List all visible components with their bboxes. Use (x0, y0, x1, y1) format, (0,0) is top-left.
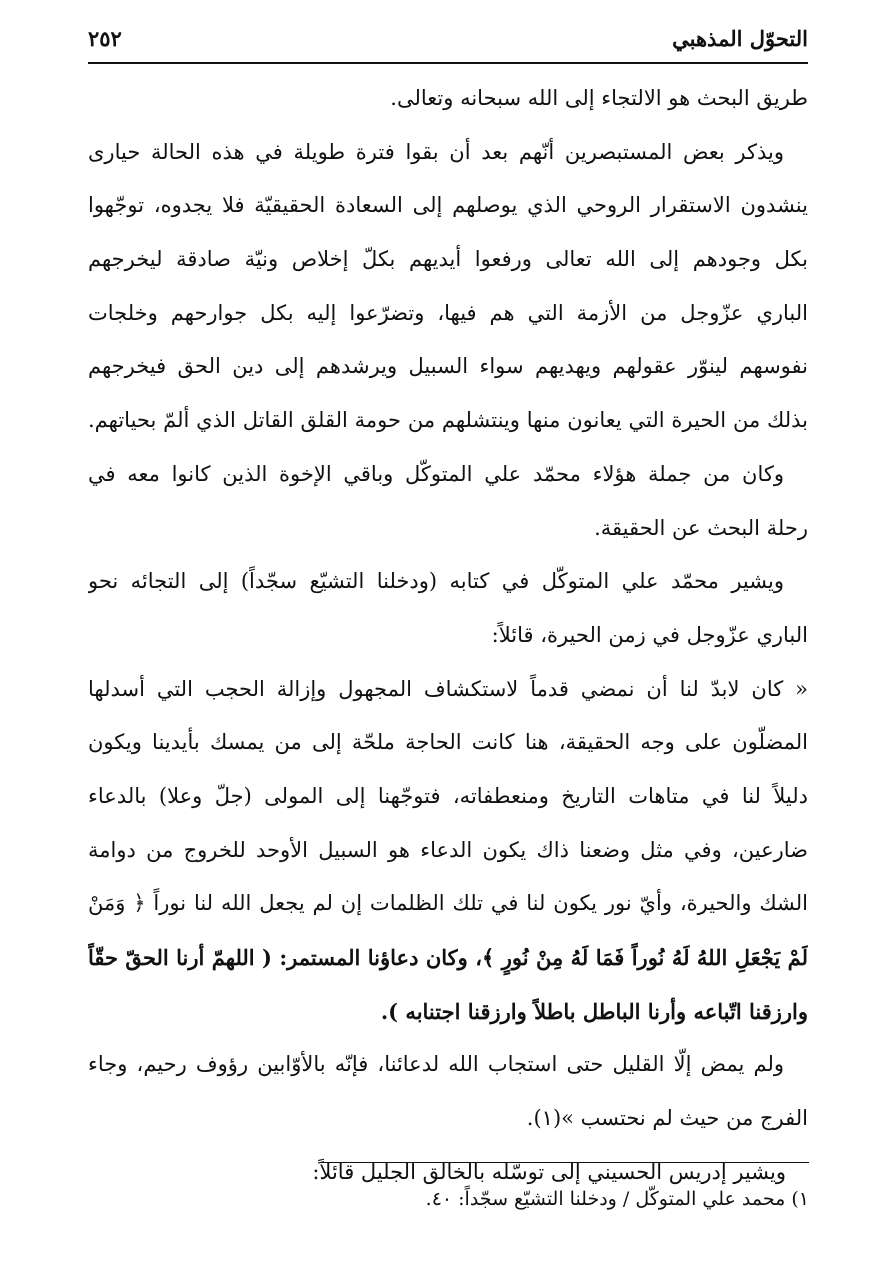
body-text (88, 72, 808, 1199)
text-line: ويشير إدريس الحسيني إلى توسّله بالخالق الجليل قائلاً: (312, 1159, 786, 1184)
text-line: وكان من جملة هؤلاء محمّد علي المتوكّل وباقي الإخوة الذين كانوا معه في (88, 461, 784, 486)
text-line: ويشير محمّد علي المتوكّل في كتابه (ودخلنا التشيّع سجّداً) إلى التجائه نحو (88, 569, 784, 594)
text-line: الباري عزّوجل في زمن الحيرة، قائلاً: (491, 622, 808, 647)
running-header (88, 24, 808, 64)
text-line: ويذكر بعض المستبصرين أنّهم بعد أن بقوا فترة طويلة في هذه الحالة حيارى (88, 139, 784, 164)
quote-line: ولم يمض إلّا القليل حتى استجاب الله لدعائنا، فإنّه بالأوّابين رؤوف رحيم، وجاء (88, 1052, 784, 1077)
quote-line: « كان لابدّ لنا أن نمضي قدماً لاستكشاف المجهول وإزالة الحجب التي أسدلها (88, 676, 808, 701)
text-line: بذلك من الحيرة التي يعانون منها وينتشلهم من حومة القلق القاتل الذي ألمّ بحياتهم. (88, 408, 808, 433)
quote-line: المضلّون على وجه الحقيقة، هنا كانت الحاجة ملحّة إلى من يمسك بأيدينا ويكون (88, 730, 808, 755)
text-line: بكل وجودهم إلى الله تعالى ورفعوا أيديهم بكلّ إخلاص ونيّة صادقة ليخرجهم (88, 247, 808, 272)
quote-line: دليلاً لنا في متاهات التاريخ ومنعطفاته، فتوجّهنا إلى المولى (جلّ وعلا) بالدعاء (88, 783, 808, 808)
quote-line: ضارعين، وفي مثل وضعنا ذاك يكون الدعاء هو السبيل الأوحد للخروج من دوامة (88, 837, 808, 862)
footnote: ١) محمد علي المتوكّل / ودخلنا التشيّع سجّداً: ٤٠. (425, 1188, 809, 1210)
quote-line: الشك والحيرة، وأيّ نور يكون لنا في تلك الظلمات إن لم يجعل الله لنا نوراً ﴿ وَمَنْ (88, 891, 808, 916)
text-line: طريق البحث هو الالتجاء إلى الله سبحانه وتعالى. (390, 86, 808, 110)
text-line: الباري عزّوجل من الأزمة التي هم فيها، وتضرّعوا إليه بكل جوارحهم وخلجات (88, 300, 808, 325)
text-line: ينشدون الاستقرار الروحي الذي يوصلهم إلى السعادة الحقيقيّة فلا يجدوه، توجّهوا (88, 193, 808, 218)
running-title: التحوّل المذهبي (672, 26, 808, 51)
quote-line: وارزقنا اتّباعه وأرنا الباطل باطلاً وارزقنا اجتنابه ). (380, 998, 808, 1024)
quote-line: لَمْ يَجْعَلِ اللهُ لَهُ نُوراً فَمَا لَهُ مِنْ نُورٍ ﴾، وكان دعاؤنا المستمر: ( اللهمّ أرنا الحقّ حقّاً (88, 945, 808, 970)
page-number: ٢٥٢ (88, 26, 122, 51)
text-line: رحلة البحث عن الحقيقة. (594, 515, 808, 540)
footnote-separator (321, 1162, 809, 1163)
quote-line: الفرج من حيث لم نحتسب »(١). (526, 1106, 808, 1131)
text-line: نفوسهم لينوّر عقولهم ويهديهم سواء السبيل ويرشدهم إلى دين الحق فيخرجهم (88, 354, 808, 379)
